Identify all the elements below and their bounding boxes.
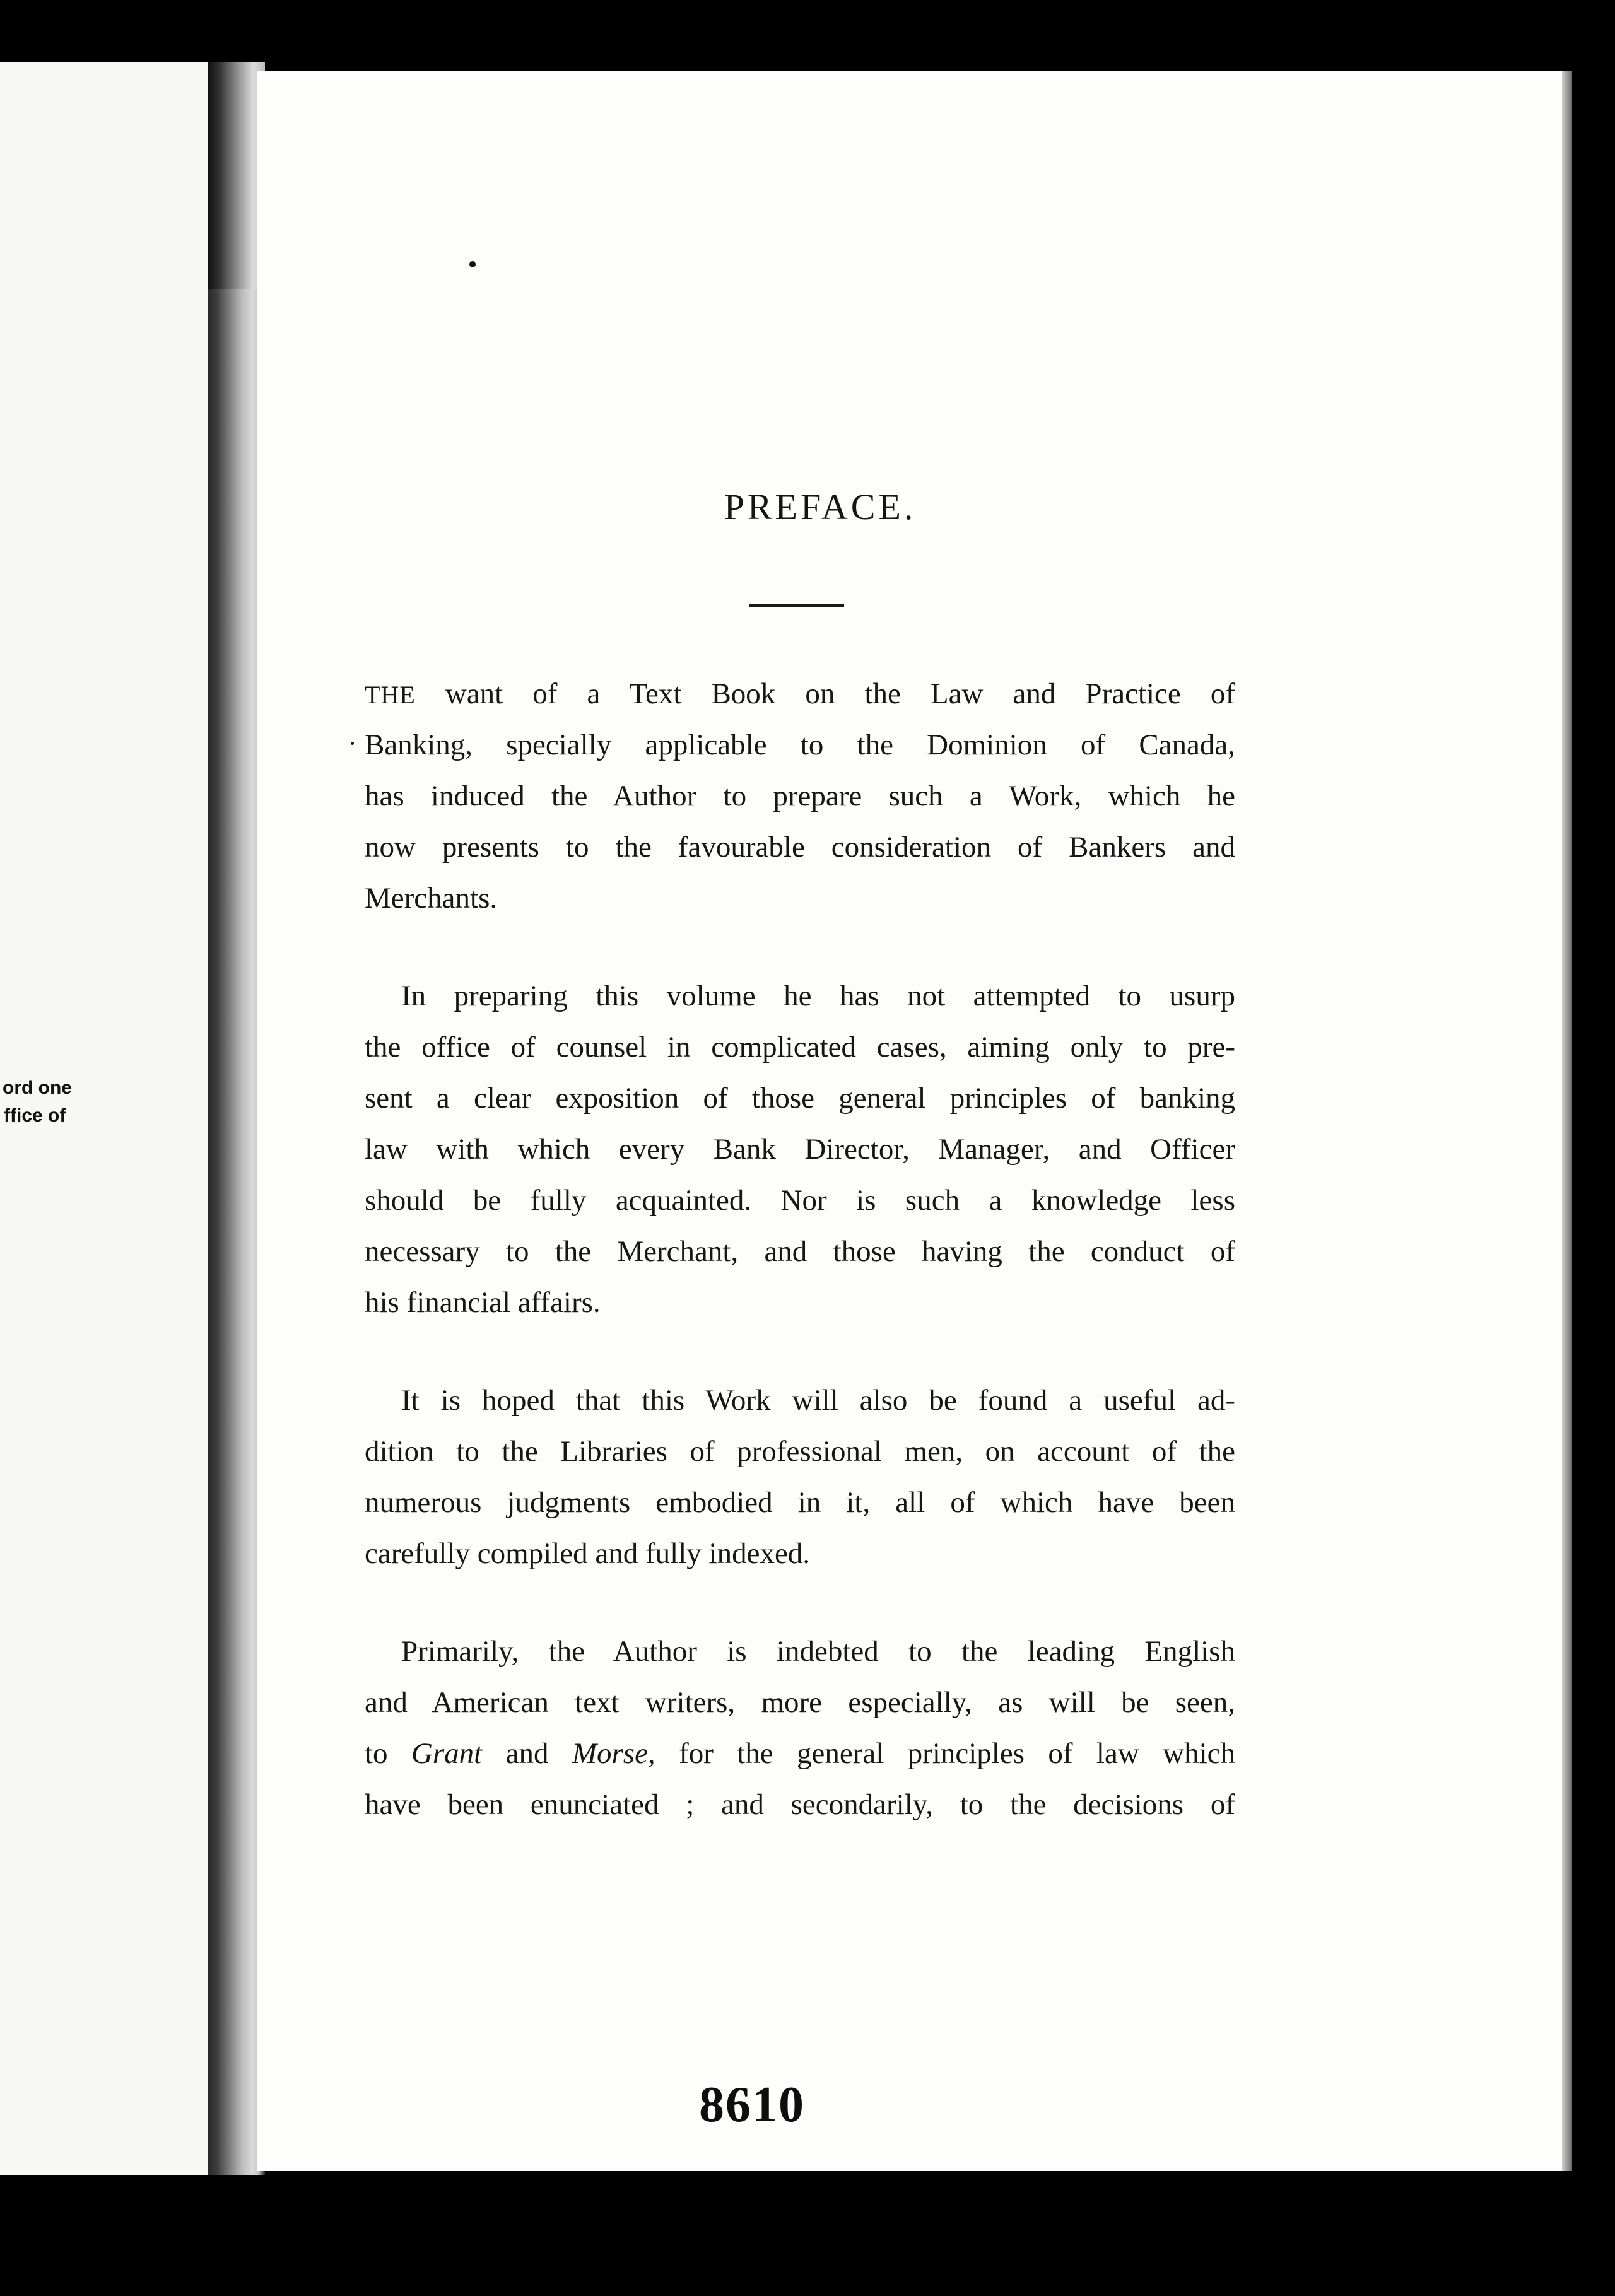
paragraph-4	[365, 1626, 1235, 1830]
line-text: for the general principles of law which	[679, 1737, 1235, 1770]
text-line: Banking, specially applicable to the Dominion of Canada,	[365, 729, 1235, 761]
text-line: the office of counsel in complicated cases, aiming only to pre-	[365, 1031, 1235, 1063]
preface-body	[365, 669, 1235, 1877]
text-line	[365, 1728, 1235, 1779]
left-page-fragment: ffice of	[4, 1105, 66, 1126]
ink-speck	[469, 261, 476, 267]
text-line: numerous judgments embodied in it, all of which have been	[365, 1486, 1235, 1519]
text-line: and American text writers, more especially, as will be seen,	[365, 1686, 1235, 1719]
line-text: want of a Text Book on the Law and Practice of	[415, 677, 1235, 710]
drop-word: THE	[365, 681, 416, 709]
line-text: to	[365, 1737, 411, 1770]
page-edge	[1562, 71, 1572, 2171]
text-line: have been enunciated ; and secondarily, to the decisions of	[365, 1788, 1235, 1821]
text-line: sent a clear exposition of those general principles of banking	[365, 1082, 1235, 1115]
author-name-italic: Morse,	[572, 1737, 655, 1770]
book-gutter	[208, 62, 265, 2175]
author-name-italic: Grant	[411, 1737, 483, 1770]
text-line: now presents to the favourable consideration of Bankers and	[365, 831, 1235, 864]
text-line: his financial affairs.	[365, 1286, 601, 1319]
text-line: law with which every Bank Director, Manager, and Officer	[365, 1133, 1235, 1166]
title-rule	[749, 604, 844, 607]
text-line: In preparing this volume he has not attempted to usurp	[401, 980, 1235, 1012]
page-number: 8610	[699, 2077, 805, 2133]
paragraph-3	[365, 1375, 1235, 1579]
text-line	[365, 669, 1235, 720]
page-title: PREFACE.	[724, 486, 917, 527]
line-text: and	[482, 1737, 572, 1770]
previous-page-edge	[0, 62, 208, 2175]
paragraph-1	[365, 669, 1235, 924]
left-page-fragment: ord one	[3, 1077, 72, 1098]
ink-speck	[351, 742, 354, 745]
book-gutter-shadow	[208, 62, 265, 289]
text-line: Merchants.	[365, 882, 498, 915]
paragraph-2	[365, 971, 1235, 1328]
text-line: Primarily, the Author is indebted to the leading English	[401, 1635, 1235, 1668]
text-line: necessary to the Merchant, and those having the conduct of	[365, 1235, 1235, 1268]
text-line: It is hoped that this Work will also be found a useful ad-	[401, 1384, 1235, 1417]
text-line: should be fully acquainted. Nor is such a knowledge less	[365, 1184, 1235, 1217]
text-line: has induced the Author to prepare such a Work, which he	[365, 780, 1235, 812]
text-line: carefully compiled and fully indexed.	[365, 1537, 811, 1570]
text-line: dition to the Libraries of professional men, on account of the	[365, 1435, 1235, 1468]
